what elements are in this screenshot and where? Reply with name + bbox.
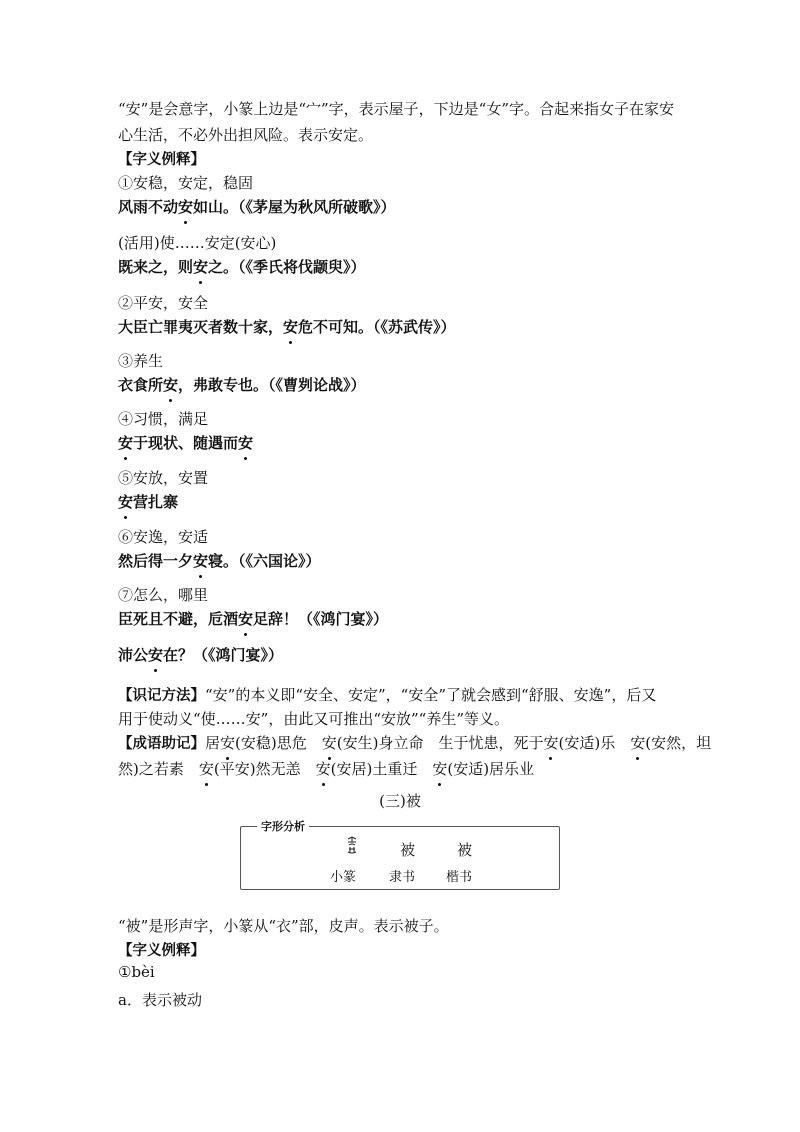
- example-8: 臣死且不避，卮酒安足辞！（《鸿门宴》）: [118, 610, 389, 628]
- sense-7: ⑦怎么，哪里: [118, 586, 209, 604]
- example-4: 衣食所安，弗敢专也。（《曹刿论战》）: [118, 376, 366, 394]
- emphasis-char: 安: [178, 198, 194, 216]
- example-5: 安于现状、随遇而安: [118, 434, 254, 452]
- example-1: 风雨不动安如山。（《茅屋为秋风所破歌》）: [118, 198, 396, 216]
- intro-line-1: “安”是会意字，小篆上边是“宀”字，表示屋子，下边是“女”字。合起来指女子在家安: [118, 100, 675, 118]
- regular-script-glyph: 被: [457, 841, 473, 859]
- clerical-script-glyph: 被: [400, 841, 416, 859]
- bei-intro: “被”是形声字，小篆从“衣”部，皮声。表示被子。: [118, 917, 449, 935]
- sense-1-extended: (活用)使……安定(安心): [118, 234, 277, 252]
- caption-regular: 楷书: [446, 870, 473, 885]
- emphasis-char: 安: [238, 434, 254, 452]
- idiom-line-2: 然)之若素 安(平安)然无恙 安(安居)土重迁 安(安适)居乐业: [118, 760, 535, 778]
- emphasis-char: 安: [198, 760, 214, 778]
- emphasis-char: 安: [543, 734, 559, 752]
- bei-heading: (三)被: [379, 792, 421, 810]
- method-label: 【识记方法】: [118, 688, 205, 704]
- bei-sub-a: a．表示被动: [118, 991, 202, 1009]
- seal-script-glyph: [346, 836, 358, 854]
- bei-sense-1: ①bèi: [118, 963, 155, 981]
- sense-2: ②平安，安全: [118, 294, 209, 312]
- method-line-1: 【识记方法】“安”的本义即“安全、安定”，“安全”了就会感到“舒服、安逸”，后又: [118, 686, 657, 704]
- sense-5: ⑤安放，安置: [118, 469, 209, 487]
- example-9: 沛公安在？（《鸿门宴》）: [118, 646, 284, 664]
- sense-3: ③养生: [118, 352, 164, 370]
- emphasis-char: 安: [163, 376, 179, 394]
- sense-4: ④习惯，满足: [118, 410, 209, 428]
- emphasis-char: 安: [118, 434, 134, 452]
- emphasis-char: 安: [321, 734, 337, 752]
- emphasis-char: 安: [118, 493, 134, 511]
- emphasis-char: 安: [283, 318, 299, 336]
- intro-line-2: 心生活，不必外出担风险。表示安定。: [118, 126, 374, 144]
- example-6: 安营扎寨: [118, 493, 179, 511]
- emphasis-char: 安: [148, 646, 164, 664]
- emphasis-char: 安: [432, 760, 448, 778]
- glyph-box-title: 字形分析: [257, 818, 309, 834]
- example-7: 然后得一夕安寝。（《六国论》）: [118, 552, 321, 570]
- caption-seal: 小篆: [330, 870, 357, 885]
- example-3: 大臣亡罪夷灭者数十家，安危不可知。（《苏武传》）: [118, 318, 456, 336]
- sense-6: ⑥安逸，安适: [118, 528, 209, 546]
- emphasis-char: 安: [630, 734, 646, 752]
- idiom-label: 【成语助记】: [118, 736, 205, 752]
- emphasis-char: 安: [220, 734, 236, 752]
- emphasis-char: 安: [193, 258, 209, 276]
- emphasis-char: 安: [315, 760, 331, 778]
- idiom-line-1: 【成语助记】居安(安稳)思危 安(安生)身立命 生于忧患，死于安(安适)乐 安(安然，坦: [118, 734, 712, 752]
- method-line-2: 用于使动义“使……安”，由此又可推出“安放”“养生”等义。: [118, 710, 510, 728]
- emphasis-char: 安: [193, 552, 209, 570]
- section-label-meaning: 【字义例释】: [118, 152, 205, 168]
- example-2: 既来之，则安之。（《季氏将伐颛臾》）: [118, 258, 366, 276]
- caption-clerical: 隶书: [389, 870, 416, 885]
- sense-1: ①安稳，安定，稳固: [118, 174, 254, 192]
- bei-section-label: 【字义例释】: [118, 943, 205, 959]
- emphasis-char: 安: [238, 610, 254, 628]
- glyph-analysis-box: [240, 820, 560, 890]
